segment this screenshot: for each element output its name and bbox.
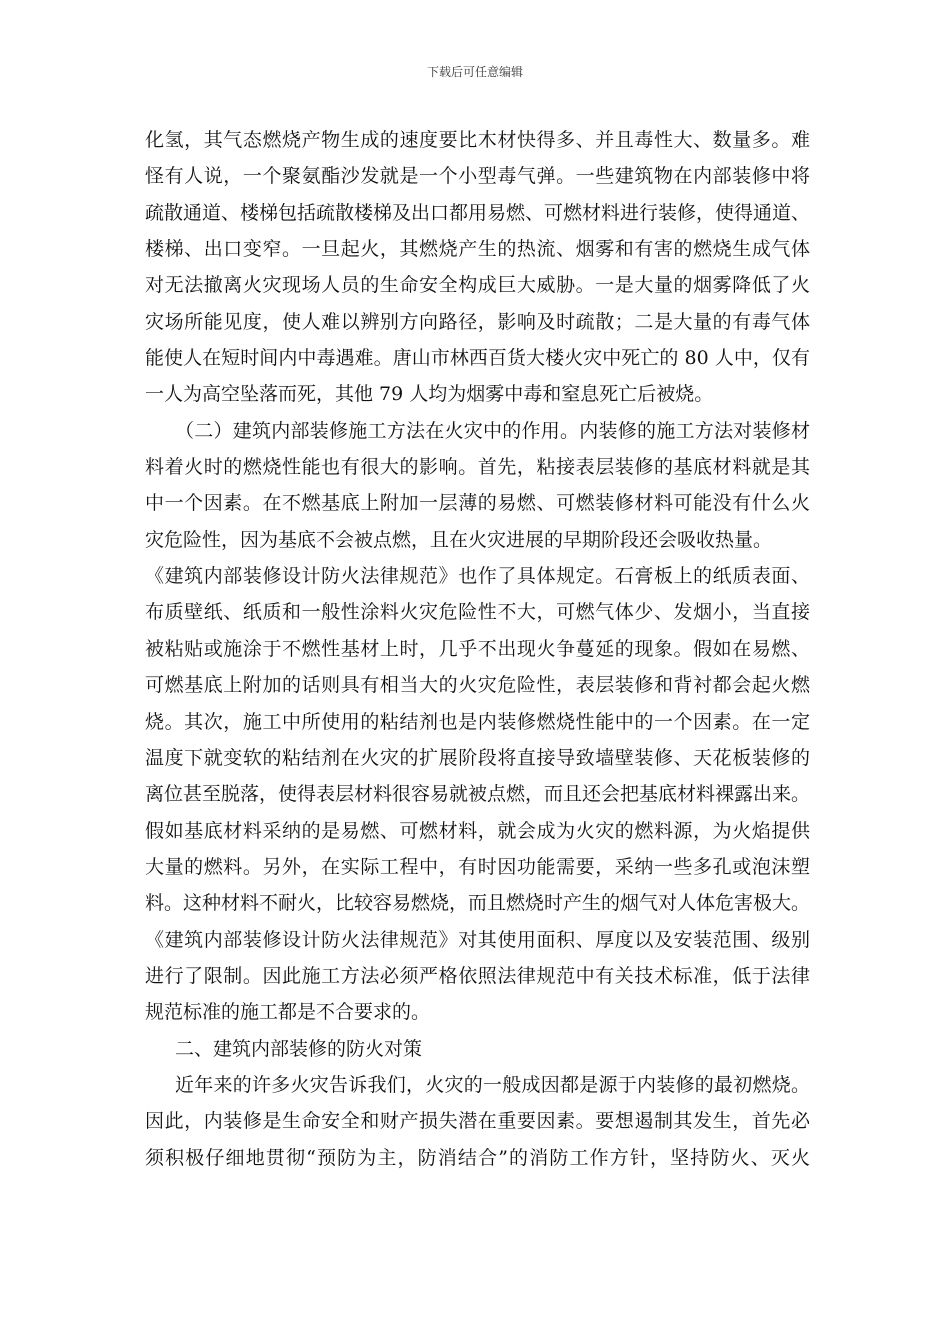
text-line: 《建筑内部装修设计防火法律规范》对其使用面积、厚度以及安装范围、级别 (145, 928, 810, 951)
text-line: 进行了限制。因此施工方法必须严格依照法律规范中有关技术标准，低于法律 (145, 964, 810, 987)
text-line: 须积极仔细地贯彻“预防为主，防消结合”的消防工作方针，坚持防火、灭火 (145, 1146, 810, 1169)
text-line: 对无法撤离火灾现场人员的生命安全构成巨大威胁。一是大量的烟雾降低了火 (145, 274, 810, 297)
text-line: 怪有人说，一个聚氨酯沙发就是一个小型毒气弹。一些建筑物在内部装修中将 (145, 165, 810, 188)
text-line: 假如基底材料采纳的是易燃、可燃材料，就会成为火灾的燃料源，为火焰提供 (145, 819, 810, 842)
text-line: 疏散通道、楼梯包括疏散楼梯及出口都用易燃、可燃材料进行装修，使得通道、 (145, 201, 810, 224)
text-line: 一人为高空坠落而死，其他 79 人均为烟雾中毒和窒息死亡后被烧。 (145, 383, 714, 406)
text-line: 温度下就变软的粘结剂在火灾的扩展阶段将直接导致墙壁装修、天花板装修的 (145, 746, 810, 769)
paragraph (145, 122, 810, 413)
paragraph (145, 1067, 810, 1176)
text-line: 因此，内装修是生命安全和财产损失潜在重要因素。要想遏制其发生，首先必 (145, 1110, 810, 1133)
text-line: 烧。其次，施工中所使用的粘结剂也是内装修燃烧性能中的一个因素。在一定 (145, 710, 810, 733)
text-line: 料。这种材料不耐火，比较容易燃烧，而且燃烧时产生的烟气对人体危害极大。 (145, 892, 810, 915)
text-line: 灾危险性，因为基底不会被点燃，且在火灾进展的早期阶段还会吸收热量。 (145, 528, 773, 551)
page-header-note: 下载后可任意编辑 (426, 65, 523, 79)
text-line: 大量的燃料。另外，在实际工程中，有时因功能需要，采纳一些多孔或泡沫塑 (145, 855, 810, 878)
text-line: 规范标准的施工都是不合要求的。 (145, 1001, 431, 1024)
text-line: 化氢，其气态燃烧产物生成的速度要比木材快得多、并且毒性大、数量多。难 (145, 129, 810, 151)
text-line: 楼梯、出口变窄。一旦起火，其燃烧产生的热流、烟雾和有害的燃烧生成气体 (145, 238, 810, 261)
text-line: 能使人在短时间内中毒遇难。唐山市林西百货大楼火灾中死亡的 80 人中，仅有 (145, 347, 810, 370)
text-line: 二、建筑内部装修的防火对策 (175, 1037, 423, 1060)
document-body (145, 122, 810, 1176)
text-line: 可燃基底上附加的话则具有相当大的火灾危险性，表层装修和背衬都会起火燃 (145, 674, 810, 697)
text-line: 离位甚至脱落，使得表层材料很容易就被点燃，而且还会把基底材料裸露出来。 (145, 783, 810, 806)
text-line: 料着火时的燃烧性能也有很大的影响。首先，粘接表层装修的基底材料就是其 (145, 456, 810, 479)
text-line: 布质壁纸、纸质和一般性涂料火灾危险性不大，可燃气体少、发烟小，当直接 (145, 601, 810, 624)
section-heading (145, 1031, 810, 1067)
text-line: （二）建筑内部装修施工方法在火灾中的作用。内装修的施工方法对装修材 (175, 419, 810, 442)
text-line: 被粘贴或施涂于不燃性基材上时，几乎不出现火争蔓延的现象。假如在易燃、 (145, 637, 810, 660)
text-line: 中一个因素。在不燃基底上附加一层薄的易燃、可燃装修材料可能没有什么火 (145, 492, 810, 515)
paragraph (145, 413, 810, 1031)
text-line: 《建筑内部装修设计防火法律规范》也作了具体规定。石膏板上的纸质表面、 (145, 565, 810, 588)
text-line: 灾场所能见度，使人难以辨别方向路径，影响及时疏散；二是大量的有毒气体 (145, 310, 810, 333)
text-line: 近年来的许多火灾告诉我们，火灾的一般成因都是源于内装修的最初燃烧。 (175, 1073, 810, 1096)
